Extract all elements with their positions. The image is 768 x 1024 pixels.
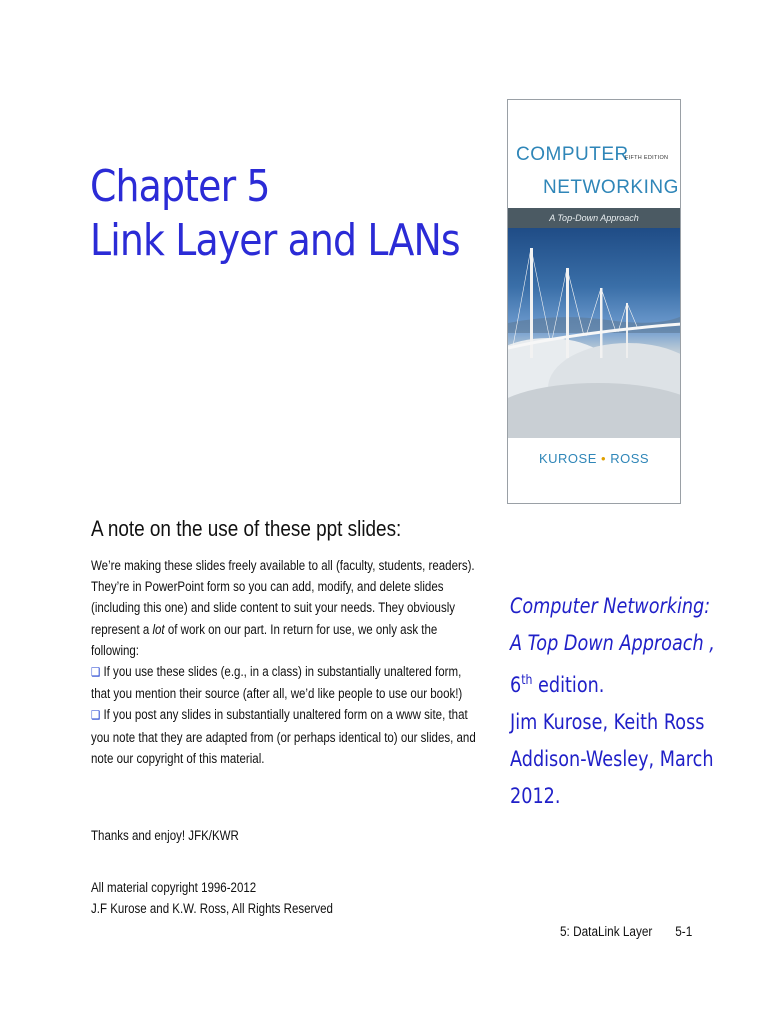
note-line: represent a lot of work on our part. In return for use, we only ask the bbox=[91, 621, 438, 637]
citation-authors: Jim Kurose, Keith Ross bbox=[510, 710, 705, 734]
note-line: following: bbox=[91, 642, 140, 658]
note-line: that you mention their source (after all, we’d like people to use our book!) bbox=[91, 686, 463, 702]
note-line: (including this one) and slide content to suit your needs. They obviously bbox=[91, 600, 456, 616]
book-citation bbox=[510, 588, 715, 815]
checkbox-bullet-icon: ❑ bbox=[91, 708, 101, 723]
thanks-line: Thanks and enjoy! JFK/KWR bbox=[91, 828, 239, 843]
bullet-item-2: ❑ If you post any slides in substantially unaltered form on a www site, that bbox=[91, 707, 468, 723]
note-line: note our copyright of this material. bbox=[91, 750, 265, 766]
cover-title-line-1: COMPUTER bbox=[516, 144, 629, 165]
note-heading: A note on the use of these ppt slides: bbox=[91, 516, 402, 541]
note-line: They’re in PowerPoint form so you can add, modify, and delete slides bbox=[91, 579, 444, 595]
copyright-block bbox=[91, 877, 333, 919]
checkbox-bullet-icon: ❑ bbox=[91, 665, 101, 680]
bullet-item-1: ❑ If you use these slides (e.g., in a class) in substantially unaltered form, bbox=[91, 664, 462, 680]
cover-title-line-2: NETWORKING bbox=[543, 177, 679, 198]
cover-edition: FIFTH EDITION bbox=[625, 155, 669, 161]
slide-footer bbox=[560, 924, 692, 939]
copyright-line-1: All material copyright 1996-2012 bbox=[91, 880, 257, 895]
copyright-line-2: J.F Kurose and K.W. Ross, All Rights Reserved bbox=[91, 901, 333, 916]
book-cover bbox=[507, 99, 681, 504]
citation-publisher: Addison-Wesley, March bbox=[510, 747, 714, 771]
note-line: you note that they are adapted from (or perhaps identical to) our slides, and bbox=[91, 729, 476, 745]
note-body bbox=[91, 555, 476, 769]
slide-title bbox=[90, 160, 460, 268]
cover-subtitle: A Top-Down Approach bbox=[508, 208, 680, 228]
footer-chapter: 5: DataLink Layer bbox=[560, 924, 653, 939]
citation-edition: 6th edition. bbox=[510, 673, 605, 697]
citation-year: 2012. bbox=[510, 784, 561, 808]
note-line: We’re making these slides freely available to all (faculty, students, readers). bbox=[91, 558, 475, 573]
citation-title: Computer Networking: bbox=[510, 594, 711, 618]
cover-photo bbox=[508, 228, 680, 438]
cover-authors: KUROSE • ROSS bbox=[538, 451, 650, 466]
title-line-1: Chapter 5 bbox=[90, 161, 270, 212]
page-number: 5-1 bbox=[675, 924, 693, 939]
citation-subtitle: A Top Down Approach , bbox=[510, 631, 715, 655]
title-line-2: Link Layer and LANs bbox=[90, 215, 460, 266]
bridge-illustration bbox=[508, 228, 681, 438]
